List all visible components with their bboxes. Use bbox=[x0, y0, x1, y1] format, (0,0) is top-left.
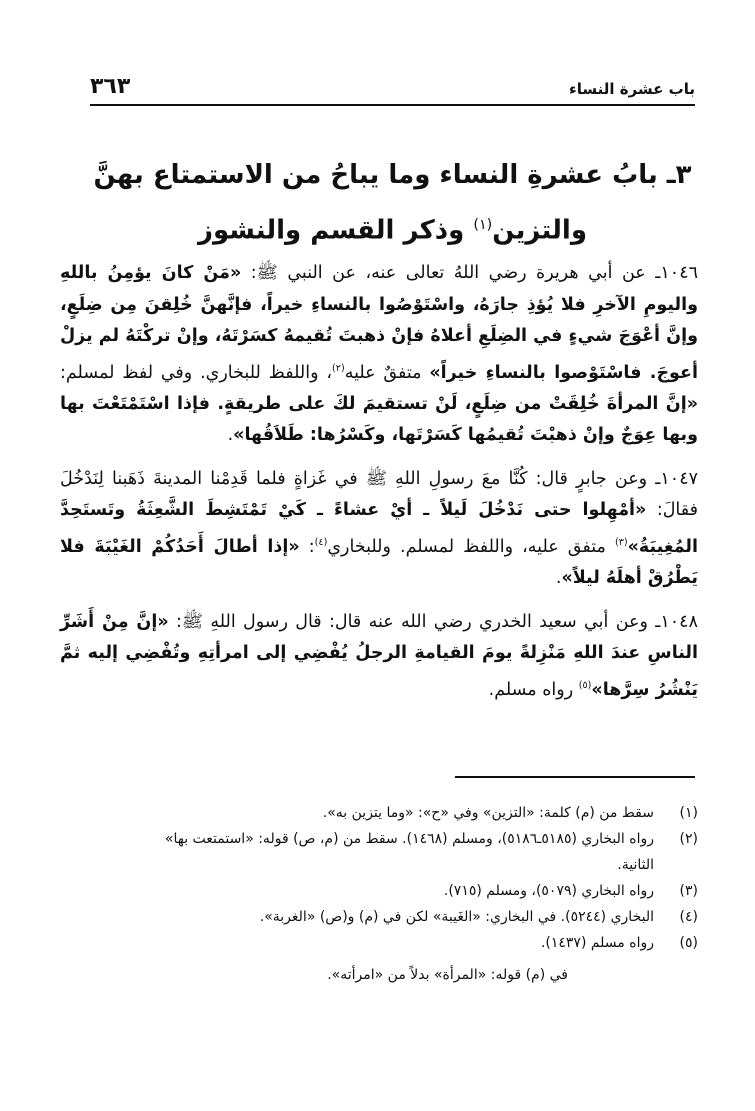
footnote-5 bbox=[60, 930, 698, 956]
footnote-1 bbox=[60, 800, 698, 826]
footnote-number: (٤) bbox=[679, 909, 698, 925]
hadith-text: : bbox=[299, 536, 315, 557]
footnote-ref[interactable]: (٤) bbox=[314, 536, 328, 548]
hadith-1047 bbox=[60, 464, 698, 595]
footnote-ref[interactable]: (٢) bbox=[332, 362, 345, 374]
main-text bbox=[60, 258, 698, 718]
hadith-number: ١٠٤٦ـ bbox=[655, 263, 698, 283]
footnote-number: (١) bbox=[679, 805, 698, 821]
footnote-2-continuation: الثانية. bbox=[617, 857, 654, 873]
prophetic-quote: «مَنْ كانَ يؤمِنُ باللهِ واليومِ الآخرِ فلا يُؤذِ جارَهُ، واسْتَوْصُوا بالنساءِ خيراً، فإنَّهنَّ خُلِقنَ مِن ضِلَعٍ، وإنَّ أعْوَجَ شيءٍ في الضِلَعِ أعلاهُ فإنْ ذهبتَ تُقيمهُ كسَرْتَهُ، وإنْ تركْتَهُ لم يزلْ أعوجَ. فاسْتَوْصوا بالنساءِ خيراً» bbox=[60, 263, 698, 383]
hadith-text: وعن أبي سعيد الخدري رضي الله عنه قال: قال رسول اللهِ ﷺ: bbox=[168, 611, 656, 632]
footnotes bbox=[60, 800, 698, 988]
hadith-text: رواه مسلم. bbox=[488, 679, 579, 700]
prophetic-quote: «إذا أطالَ أَحَدُكُمْ الغَيْبَةَ فلا يَطْرُقْ أهلَهُ ليلاً» bbox=[60, 536, 698, 589]
footnote-text: سقط من (م) كلمة: «التزين» وفي «ح»: «وما يتزين به». bbox=[322, 805, 654, 821]
footnote-3 bbox=[60, 878, 698, 904]
chapter-title-line-2 bbox=[90, 200, 695, 256]
hadith-text: متفقٌ عليه bbox=[344, 362, 430, 383]
chapter-title-line-1: ٣ـ بابُ عشرةِ النساء وما يباحُ من الاستمتاع بهنَّ bbox=[93, 160, 692, 190]
hadith-text: . bbox=[227, 425, 234, 446]
footnote-number: (٢) bbox=[679, 831, 698, 847]
hadith-text: . bbox=[555, 568, 562, 589]
page-header bbox=[90, 72, 695, 104]
footnote-number: (٣) bbox=[679, 883, 698, 899]
hadith-1048 bbox=[60, 607, 698, 706]
header-rule bbox=[90, 104, 695, 106]
footnote-rule bbox=[455, 776, 695, 778]
footnote-text: رواه البخاري (٥٠٧٩)، ومسلم (٧١٥). bbox=[443, 883, 654, 899]
page-number: ٣٦٣ bbox=[90, 74, 131, 99]
hadith-number: ١٠٤٨ـ bbox=[655, 611, 698, 632]
footnote-2 bbox=[60, 826, 698, 852]
prophetic-quote: «إنَّ مِنْ أَشَرِّ الناسِ عندَ اللهِ مَنْزِلةً يومَ القيامةِ الرجلُ يُفْضِي إلى امرأتِهِ وتُفْضِي إليه ثمَّ يَنْشُرُ سِرَّها» bbox=[60, 611, 698, 700]
footnote-text: رواه مسلم (١٤٣٧). bbox=[540, 935, 654, 951]
hadith-text: وعن جابرٍ قال: كُنَّا معَ رسولِ اللهِ ﷺ في غَزاةٍ فلما قَدِمْنا المدينةَ ذَهَبنا لِنَدْخُلَ فقالَ: bbox=[60, 468, 698, 521]
prophetic-quote: «إنَّ المرأةَ خُلِقَتْ من ضِلَعٍ، لَنْ تستقيمَ لكَ على طريقةٍ. فإذا اسْتَمْتَعْتَ بها وبها عِوَجٌ وإنْ ذهبْتَ تُقيمُها كَسَرْتَها، وكَسْرُها: طَلاَقُها» bbox=[60, 393, 698, 446]
footnote-text: رواه البخاري (٥١٨٥ـ٥١٨٦)، ومسلم (١٤٦٨). سقط من (م، ص) قوله: «استمتعت بها» bbox=[164, 831, 654, 847]
hadith-text: عن أبي هريرة رضي اللهُ تعالى عنه، عن النبي ﷺ: bbox=[241, 263, 656, 283]
hadith-text: ، واللفظ للبخاري. وفي لفظ لمسلم: bbox=[60, 362, 333, 383]
running-title: باب عشرة النساء bbox=[569, 80, 695, 98]
prophetic-quote: «أمْهِلوا حتى نَدْخُلَ لَيلاً ـ أيْ عشاءً ـ كَيْ تَمْتَشِطَ الشَّعِثَةُ وتَستَحِدَّ المُغِيبَةُ» bbox=[60, 500, 698, 557]
footnote-ref[interactable]: (١) bbox=[473, 217, 493, 233]
footnote-ref[interactable]: (٥) bbox=[578, 679, 592, 691]
chapter-title-part: وذكر القسم والنشوز bbox=[197, 215, 474, 246]
hadith-number: ١٠٤٧ـ bbox=[655, 468, 698, 489]
footnote-4 bbox=[60, 904, 698, 930]
chapter-title-part: والتزين bbox=[492, 215, 587, 246]
footnote-ref[interactable]: (٣) bbox=[614, 536, 628, 548]
hadith-1046 bbox=[60, 258, 698, 452]
footnote-extra-note: في (م) قوله: «المرأة» بدلاً من «امرأته». bbox=[327, 967, 568, 983]
footnote-text: البخاري (٥٢٤٤). في البخاري: «الغَيبة» لكن في (م) و(ص) «الغربة». bbox=[259, 909, 654, 925]
footnote-number: (٥) bbox=[679, 935, 698, 951]
hadith-text: متفق عليه، واللفظ لمسلم. وللبخاري bbox=[327, 536, 615, 557]
chapter-title bbox=[90, 150, 695, 256]
